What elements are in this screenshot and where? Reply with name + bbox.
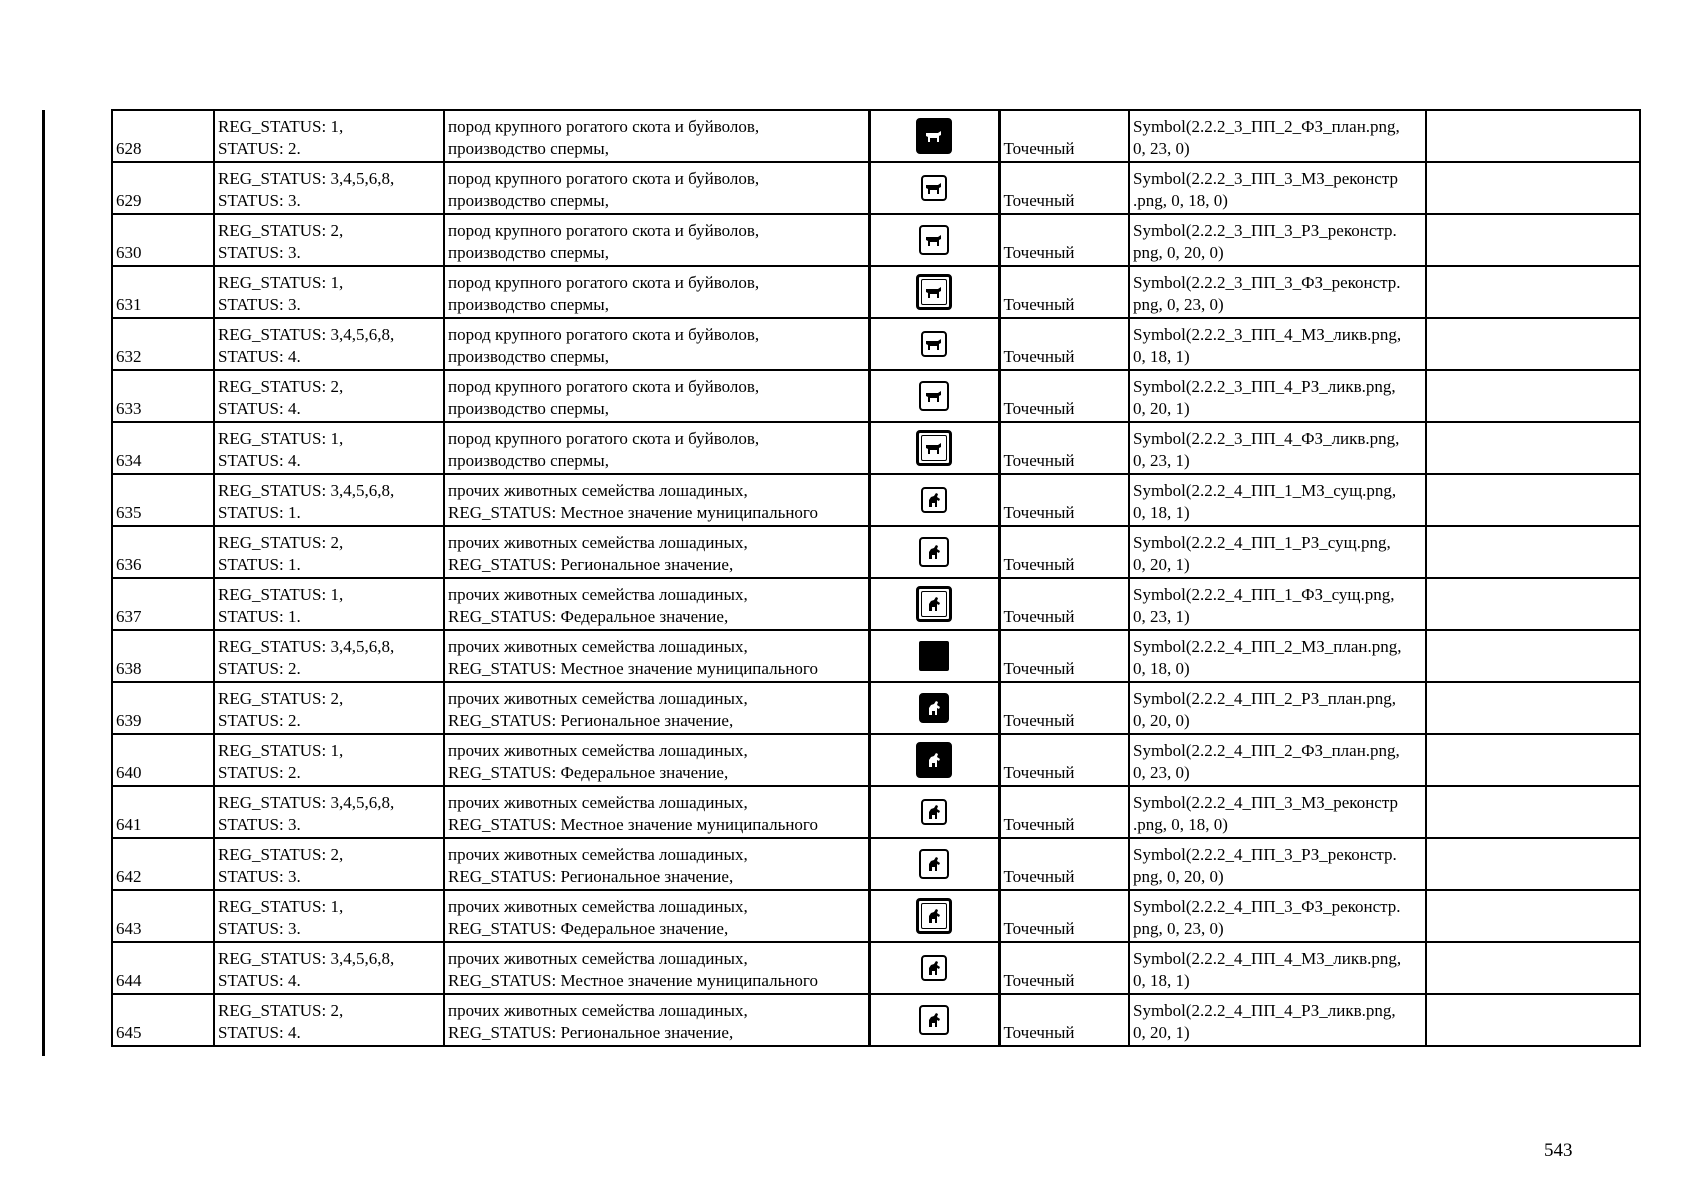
geometry-type-cell: Точечный (999, 786, 1129, 838)
geometry-type-cell: Точечный (999, 474, 1129, 526)
table-row (112, 422, 1640, 474)
description-cell-line: REG_STATUS: Федеральное значение, (448, 919, 729, 938)
cattle-municipal-liquidation-icon (921, 331, 947, 357)
description-cell-line: прочих животных семейства лошадиных, (448, 793, 748, 812)
status-cell-line: STATUS: 4. (218, 399, 301, 418)
symbol-expression-cell-line: Symbol(2.2.2_4_ПП_4_РЗ_ликв.png, (1133, 1001, 1396, 1020)
status-cell-line: REG_STATUS: 3,4,5,6,8, (218, 949, 395, 968)
notes-cell (1426, 422, 1640, 474)
symbol-expression-cell (1129, 318, 1426, 370)
status-cell-line: STATUS: 3. (218, 191, 301, 210)
table-row (112, 318, 1640, 370)
row-number: 632 (112, 318, 214, 370)
status-cell-line: STATUS: 3. (218, 295, 301, 314)
status-cell-line: STATUS: 2. (218, 763, 301, 782)
table-row (112, 890, 1640, 942)
row-number: 628 (112, 110, 214, 162)
description-cell (444, 682, 869, 734)
description-cell-line: производство спермы, (448, 399, 609, 418)
symbol-expression-cell-line: Symbol(2.2.2_4_ПП_2_МЗ_план.png, (1133, 637, 1402, 656)
description-cell (444, 214, 869, 266)
status-cell-line: REG_STATUS: 2, (218, 1001, 344, 1020)
cattle-regional-liquidation-icon (919, 381, 949, 411)
symbol-expression-cell (1129, 214, 1426, 266)
status-cell-line: STATUS: 2. (218, 711, 301, 730)
table-row (112, 630, 1640, 682)
description-cell-line: REG_STATUS: Федеральное значение, (448, 763, 729, 782)
description-cell-line: производство спермы, (448, 347, 609, 366)
row-number: 642 (112, 838, 214, 890)
status-cell-line: REG_STATUS: 1, (218, 897, 344, 916)
status-cell (214, 318, 444, 370)
notes-cell (1426, 474, 1640, 526)
table-body (112, 110, 1640, 1046)
geometry-type-cell: Точечный (999, 682, 1129, 734)
description-cell-line: REG_STATUS: Местное значение муниципального (448, 815, 818, 834)
table-row (112, 162, 1640, 214)
symbol-preview-cell (869, 786, 999, 838)
horse-regional-liquidation-icon (919, 1005, 949, 1035)
description-cell (444, 942, 869, 994)
status-cell (214, 786, 444, 838)
table-row (112, 214, 1640, 266)
symbol-expression-cell-line: Symbol(2.2.2_4_ПП_1_РЗ_сущ.png, (1133, 533, 1391, 552)
row-number: 635 (112, 474, 214, 526)
symbol-expression-cell (1129, 526, 1426, 578)
symbol-expression-cell (1129, 370, 1426, 422)
symbol-expression-cell-line: png, 0, 20, 0) (1133, 867, 1224, 886)
table-row (112, 734, 1640, 786)
geometry-type-cell: Точечный (999, 214, 1129, 266)
table-row (112, 370, 1640, 422)
horse-municipal-reconstruction-icon (921, 799, 947, 825)
description-cell-line: производство спермы, (448, 191, 609, 210)
symbol-preview-cell (869, 890, 999, 942)
description-cell-line: пород крупного рогатого скота и буйволов, (448, 273, 760, 292)
geometry-type-cell: Точечный (999, 838, 1129, 890)
symbol-expression-cell-line: Symbol(2.2.2_3_ПП_3_РЗ_реконстр. (1133, 221, 1397, 240)
status-cell-line: STATUS: 3. (218, 919, 301, 938)
row-number: 645 (112, 994, 214, 1046)
status-cell-line: REG_STATUS: 2, (218, 533, 344, 552)
symbol-expression-cell-line: 0, 23, 0) (1133, 763, 1190, 782)
symbol-preview-cell (869, 838, 999, 890)
symbol-expression-cell (1129, 422, 1426, 474)
cattle-regional-reconstruction-icon (919, 225, 949, 255)
symbol-expression-cell-line: Symbol(2.2.2_3_ПП_4_РЗ_ликв.png, (1133, 377, 1396, 396)
notes-cell (1426, 266, 1640, 318)
symbol-preview-cell (869, 110, 999, 162)
row-number: 638 (112, 630, 214, 682)
geometry-type-cell: Точечный (999, 734, 1129, 786)
description-cell (444, 630, 869, 682)
status-cell-line: REG_STATUS: 2, (218, 221, 344, 240)
status-cell-line: STATUS: 1. (218, 555, 301, 574)
description-cell (444, 838, 869, 890)
horse-municipal-planned-icon (919, 641, 949, 671)
margin-rule (42, 110, 45, 1056)
status-cell (214, 162, 444, 214)
symbol-expression-cell (1129, 162, 1426, 214)
symbol-registry-table (111, 109, 1641, 1047)
description-cell (444, 266, 869, 318)
symbol-expression-cell (1129, 630, 1426, 682)
geometry-type-cell: Точечный (999, 422, 1129, 474)
symbol-preview-cell (869, 630, 999, 682)
symbol-expression-cell (1129, 474, 1426, 526)
description-cell-line: REG_STATUS: Региональное значение, (448, 1023, 734, 1042)
status-cell-line: REG_STATUS: 2, (218, 845, 344, 864)
symbol-expression-cell-line: 0, 20, 1) (1133, 1023, 1190, 1042)
symbol-preview-cell (869, 214, 999, 266)
geometry-type-cell: Точечный (999, 266, 1129, 318)
notes-cell (1426, 526, 1640, 578)
status-cell-line: STATUS: 1. (218, 607, 301, 626)
symbol-preview-cell (869, 734, 999, 786)
geometry-type-cell: Точечный (999, 318, 1129, 370)
symbol-expression-cell-line: Symbol(2.2.2_4_ПП_3_РЗ_реконстр. (1133, 845, 1397, 864)
description-cell-line: производство спермы, (448, 451, 609, 470)
description-cell-line: прочих животных семейства лошадиных, (448, 741, 748, 760)
horse-municipal-existing-icon (921, 487, 947, 513)
symbol-expression-cell-line: Symbol(2.2.2_4_ПП_2_РЗ_план.png, (1133, 689, 1397, 708)
row-number: 643 (112, 890, 214, 942)
description-cell-line: прочих животных семейства лошадиных, (448, 949, 748, 968)
description-cell (444, 526, 869, 578)
status-cell-line: REG_STATUS: 1, (218, 585, 344, 604)
symbol-expression-cell-line: 0, 23, 0) (1133, 139, 1190, 158)
status-cell-line: STATUS: 2. (218, 139, 301, 158)
geometry-type-cell: Точечный (999, 162, 1129, 214)
description-cell-line: пород крупного рогатого скота и буйволов, (448, 117, 760, 136)
symbol-expression-cell-line: 0, 18, 1) (1133, 347, 1190, 366)
row-number: 631 (112, 266, 214, 318)
symbol-expression-cell-line: Symbol(2.2.2_3_ПП_2_ФЗ_план.png, (1133, 117, 1400, 136)
cattle-federal-reconstruction-icon (916, 274, 952, 310)
description-cell-line: прочих животных семейства лошадиных, (448, 689, 748, 708)
symbol-preview-cell (869, 318, 999, 370)
symbol-preview-cell (869, 370, 999, 422)
status-cell (214, 370, 444, 422)
status-cell-line: REG_STATUS: 3,4,5,6,8, (218, 481, 395, 500)
description-cell-line: пород крупного рогатого скота и буйволов, (448, 429, 760, 448)
description-cell-line: прочих животных семейства лошадиных, (448, 585, 748, 604)
description-cell-line: прочих животных семейства лошадиных, (448, 1001, 748, 1020)
description-cell-line: производство спермы, (448, 295, 609, 314)
notes-cell (1426, 162, 1640, 214)
notes-cell (1426, 838, 1640, 890)
description-cell-line: пород крупного рогатого скота и буйволов, (448, 377, 760, 396)
status-cell (214, 942, 444, 994)
symbol-preview-cell (869, 162, 999, 214)
symbol-expression-cell-line: Symbol(2.2.2_4_ПП_3_МЗ_реконстр (1133, 793, 1398, 812)
table-row (112, 526, 1640, 578)
table-row (112, 994, 1640, 1046)
row-number: 630 (112, 214, 214, 266)
symbol-expression-cell-line: .png, 0, 18, 0) (1133, 815, 1228, 834)
description-cell-line: REG_STATUS: Местное значение муниципального (448, 503, 818, 522)
symbol-expression-cell (1129, 994, 1426, 1046)
symbol-expression-cell (1129, 578, 1426, 630)
symbol-expression-cell (1129, 734, 1426, 786)
table-row (112, 942, 1640, 994)
geometry-type-cell: Точечный (999, 370, 1129, 422)
symbol-expression-cell-line: Symbol(2.2.2_3_ПП_4_ФЗ_ликв.png, (1133, 429, 1400, 448)
symbol-preview-cell (869, 682, 999, 734)
table-row (112, 266, 1640, 318)
notes-cell (1426, 890, 1640, 942)
status-cell-line: STATUS: 2. (218, 659, 301, 678)
description-cell-line: прочих животных семейства лошадиных, (448, 533, 748, 552)
description-cell-line: производство спермы, (448, 243, 609, 262)
description-cell (444, 994, 869, 1046)
notes-cell (1426, 734, 1640, 786)
status-cell-line: STATUS: 3. (218, 243, 301, 262)
description-cell-line: REG_STATUS: Региональное значение, (448, 555, 734, 574)
description-cell (444, 578, 869, 630)
symbol-expression-cell (1129, 682, 1426, 734)
description-cell (444, 422, 869, 474)
row-number: 634 (112, 422, 214, 474)
description-cell (444, 474, 869, 526)
horse-federal-reconstruction-icon (916, 898, 952, 934)
symbol-expression-cell-line: 0, 23, 1) (1133, 451, 1190, 470)
description-cell (444, 110, 869, 162)
symbol-expression-cell-line: 0, 18, 0) (1133, 659, 1190, 678)
status-cell (214, 630, 444, 682)
symbol-expression-cell-line: Symbol(2.2.2_3_ПП_3_МЗ_реконстр (1133, 169, 1398, 188)
status-cell-line: STATUS: 4. (218, 347, 301, 366)
description-cell (444, 370, 869, 422)
row-number: 633 (112, 370, 214, 422)
row-number: 636 (112, 526, 214, 578)
cattle-municipal-reconstruction-icon (921, 175, 947, 201)
geometry-type-cell: Точечный (999, 110, 1129, 162)
description-cell (444, 734, 869, 786)
geometry-type-cell: Точечный (999, 578, 1129, 630)
symbol-expression-cell (1129, 838, 1426, 890)
cattle-federal-planned-icon (916, 118, 952, 154)
symbol-expression-cell (1129, 890, 1426, 942)
status-cell (214, 526, 444, 578)
symbol-preview-cell (869, 422, 999, 474)
description-cell-line: пород крупного рогатого скота и буйволов, (448, 221, 760, 240)
status-cell (214, 734, 444, 786)
symbol-expression-cell-line: 0, 23, 1) (1133, 607, 1190, 626)
notes-cell (1426, 110, 1640, 162)
status-cell (214, 682, 444, 734)
symbol-preview-cell (869, 526, 999, 578)
symbol-expression-cell-line: Symbol(2.2.2_4_ПП_4_МЗ_ликв.png, (1133, 949, 1402, 968)
status-cell (214, 578, 444, 630)
description-cell-line: прочих животных семейства лошадиных, (448, 481, 748, 500)
description-cell-line: производство спермы, (448, 139, 609, 158)
status-cell-line: REG_STATUS: 3,4,5,6,8, (218, 637, 395, 656)
description-cell (444, 786, 869, 838)
symbol-expression-cell-line: Symbol(2.2.2_3_ПП_3_ФЗ_реконстр. (1133, 273, 1401, 292)
table-row (112, 786, 1640, 838)
geometry-type-cell: Точечный (999, 526, 1129, 578)
page-number: 543 (1544, 1140, 1573, 1161)
status-cell (214, 110, 444, 162)
geometry-type-cell: Точечный (999, 630, 1129, 682)
table-row (112, 110, 1640, 162)
description-cell (444, 162, 869, 214)
notes-cell (1426, 786, 1640, 838)
description-cell-line: REG_STATUS: Местное значение муниципального (448, 971, 818, 990)
row-number: 637 (112, 578, 214, 630)
status-cell-line: STATUS: 3. (218, 815, 301, 834)
status-cell (214, 474, 444, 526)
description-cell-line: пород крупного рогатого скота и буйволов, (448, 325, 760, 344)
status-cell-line: STATUS: 3. (218, 867, 301, 886)
notes-cell (1426, 942, 1640, 994)
horse-regional-planned-icon (919, 693, 949, 723)
description-cell-line: REG_STATUS: Федеральное значение, (448, 607, 729, 626)
status-cell-line: REG_STATUS: 3,4,5,6,8, (218, 169, 395, 188)
symbol-expression-cell-line: 0, 18, 1) (1133, 503, 1190, 522)
description-cell-line: прочих животных семейства лошадиных, (448, 637, 748, 656)
description-cell-line: REG_STATUS: Региональное значение, (448, 867, 734, 886)
symbol-expression-cell (1129, 266, 1426, 318)
status-cell (214, 266, 444, 318)
notes-cell (1426, 370, 1640, 422)
status-cell-line: REG_STATUS: 3,4,5,6,8, (218, 325, 395, 344)
cattle-federal-liquidation-icon (916, 430, 952, 466)
notes-cell (1426, 630, 1640, 682)
symbol-preview-cell (869, 578, 999, 630)
symbol-expression-cell-line: png, 0, 23, 0) (1133, 919, 1224, 938)
status-cell-line: REG_STATUS: 1, (218, 741, 344, 760)
horse-federal-existing-icon (916, 586, 952, 622)
status-cell-line: REG_STATUS: 1, (218, 117, 344, 136)
geometry-type-cell: Точечный (999, 890, 1129, 942)
symbol-expression-cell-line: .png, 0, 18, 0) (1133, 191, 1228, 210)
notes-cell (1426, 994, 1640, 1046)
status-cell (214, 994, 444, 1046)
status-cell-line: REG_STATUS: 1, (218, 273, 344, 292)
symbol-expression-cell-line: 0, 20, 1) (1133, 399, 1190, 418)
symbol-expression-cell-line: 0, 20, 0) (1133, 711, 1190, 730)
table-row (112, 682, 1640, 734)
row-number: 641 (112, 786, 214, 838)
symbol-expression-cell (1129, 942, 1426, 994)
symbol-preview-cell (869, 266, 999, 318)
horse-regional-reconstruction-icon (919, 849, 949, 879)
description-cell-line: пород крупного рогатого скота и буйволов, (448, 169, 760, 188)
status-cell (214, 838, 444, 890)
status-cell (214, 422, 444, 474)
symbol-expression-cell-line: 0, 20, 1) (1133, 555, 1190, 574)
symbol-expression-cell-line: Symbol(2.2.2_4_ПП_2_ФЗ_план.png, (1133, 741, 1400, 760)
notes-cell (1426, 578, 1640, 630)
symbol-expression-cell-line: png, 0, 20, 0) (1133, 243, 1224, 262)
row-number: 629 (112, 162, 214, 214)
geometry-type-cell: Точечный (999, 994, 1129, 1046)
status-cell-line: STATUS: 4. (218, 451, 301, 470)
symbol-expression-cell (1129, 110, 1426, 162)
status-cell (214, 890, 444, 942)
description-cell-line: прочих животных семейства лошадиных, (448, 845, 748, 864)
description-cell (444, 890, 869, 942)
symbol-preview-cell (869, 994, 999, 1046)
status-cell-line: REG_STATUS: 2, (218, 377, 344, 396)
row-number: 639 (112, 682, 214, 734)
status-cell-line: REG_STATUS: 3,4,5,6,8, (218, 793, 395, 812)
symbol-preview-cell (869, 942, 999, 994)
geometry-type-cell: Точечный (999, 942, 1129, 994)
symbol-expression-cell-line: Symbol(2.2.2_4_ПП_3_ФЗ_реконстр. (1133, 897, 1401, 916)
table-row (112, 838, 1640, 890)
status-cell-line: STATUS: 4. (218, 971, 301, 990)
row-number: 640 (112, 734, 214, 786)
symbol-expression-cell (1129, 786, 1426, 838)
description-cell (444, 318, 869, 370)
table-row (112, 578, 1640, 630)
notes-cell (1426, 682, 1640, 734)
status-cell-line: REG_STATUS: 2, (218, 689, 344, 708)
status-cell (214, 214, 444, 266)
horse-federal-planned-icon (916, 742, 952, 778)
status-cell-line: REG_STATUS: 1, (218, 429, 344, 448)
status-cell-line: STATUS: 1. (218, 503, 301, 522)
status-cell-line: STATUS: 4. (218, 1023, 301, 1042)
horse-regional-existing-icon (919, 537, 949, 567)
notes-cell (1426, 214, 1640, 266)
description-cell-line: REG_STATUS: Местное значение муниципального (448, 659, 818, 678)
horse-municipal-liquidation-icon (921, 955, 947, 981)
description-cell-line: REG_STATUS: Региональное значение, (448, 711, 734, 730)
symbol-expression-cell-line: 0, 18, 1) (1133, 971, 1190, 990)
table-row (112, 474, 1640, 526)
symbol-expression-cell-line: Symbol(2.2.2_3_ПП_4_МЗ_ликв.png, (1133, 325, 1402, 344)
symbol-expression-cell-line: Symbol(2.2.2_4_ПП_1_МЗ_сущ.png, (1133, 481, 1397, 500)
symbol-expression-cell-line: png, 0, 23, 0) (1133, 295, 1224, 314)
notes-cell (1426, 318, 1640, 370)
description-cell-line: прочих животных семейства лошадиных, (448, 897, 748, 916)
symbol-expression-cell-line: Symbol(2.2.2_4_ПП_1_ФЗ_сущ.png, (1133, 585, 1395, 604)
row-number: 644 (112, 942, 214, 994)
symbol-preview-cell (869, 474, 999, 526)
